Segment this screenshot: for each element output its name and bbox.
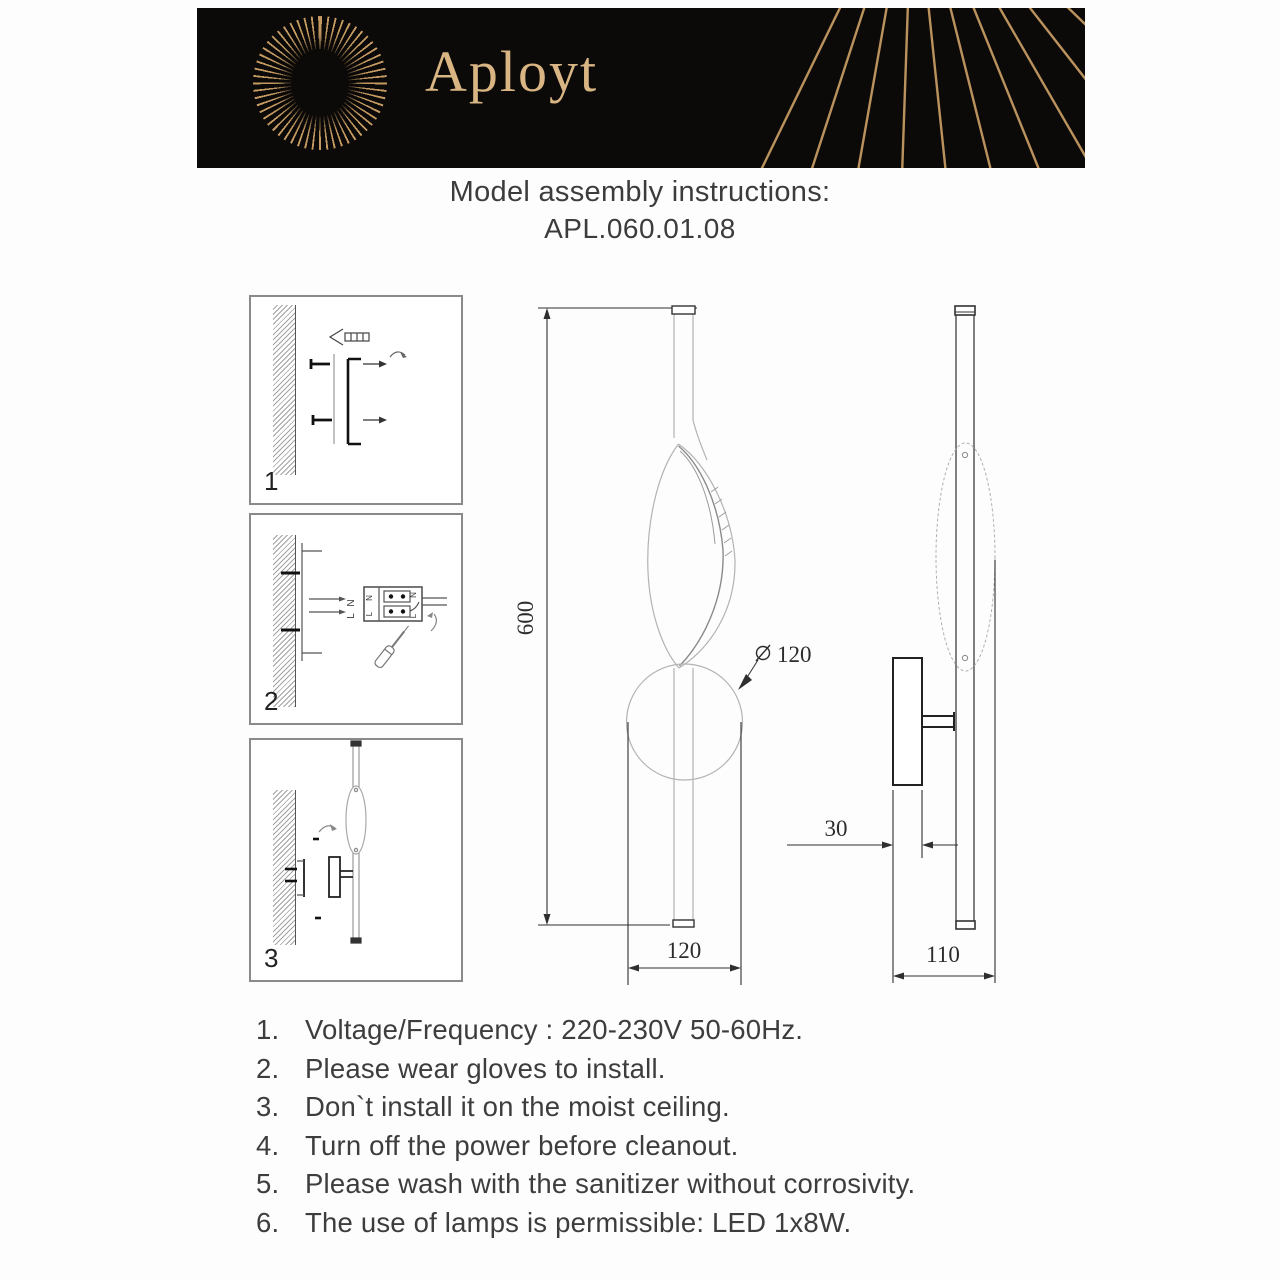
step-1-box — [249, 295, 463, 505]
height-dim-label: 600 — [513, 600, 538, 636]
diameter-symbol — [756, 645, 770, 661]
list-item — [256, 1093, 1086, 1121]
item-number: 1. — [256, 1014, 280, 1045]
front-view — [513, 306, 812, 985]
screw-icon — [311, 359, 332, 425]
list-item — [256, 1129, 1086, 1161]
list-item — [256, 1016, 1086, 1044]
item-number: 4. — [256, 1129, 280, 1161]
mounting-bracket — [348, 359, 361, 444]
tube-top-cap — [672, 306, 695, 314]
screwdriver-icon — [374, 623, 412, 669]
wall-bracket — [285, 859, 304, 897]
list-item — [256, 1170, 1086, 1198]
instructions-list — [256, 1016, 1086, 1247]
page-title: Model assembly instructions: — [449, 176, 831, 208]
item-text: Turn off the power before cleanout. — [305, 1129, 739, 1161]
header-banner — [197, 8, 1085, 168]
leaf-side-profile — [936, 443, 995, 671]
step-3-number: 3 — [264, 943, 279, 973]
terminal-label-l2: L — [409, 613, 418, 619]
screw-dot — [962, 452, 967, 457]
list-item — [256, 1206, 1086, 1238]
model-number: APL.060.01.08 — [544, 213, 736, 244]
terminal-label-n: N — [365, 595, 374, 601]
wire-label-l: L — [346, 613, 357, 619]
side-rod — [956, 315, 974, 921]
brand-logo-text: Aployt — [425, 39, 599, 104]
decorative-rays-icon — [655, 8, 1085, 168]
step-2-diagram — [251, 515, 461, 723]
step-3-box — [249, 738, 463, 982]
sunburst-logo-icon — [253, 16, 387, 150]
item-text: The use of lamps is permissible: LED 1x8W. — [305, 1206, 852, 1238]
height-dimension — [538, 308, 697, 925]
side-width-dim-label: 110 — [926, 942, 960, 967]
wires — [309, 597, 346, 615]
rod-bottom-cap — [956, 921, 975, 929]
leaf-diffuser — [648, 444, 735, 668]
step-2-box — [249, 513, 463, 725]
terminal-label-l: L — [365, 611, 374, 617]
step-3-diagram — [251, 740, 461, 980]
wall-bracket — [302, 543, 322, 661]
wall-plate — [893, 658, 922, 785]
step-2-number: 2 — [264, 686, 279, 716]
depth-dim-label: 30 — [824, 816, 848, 841]
item-text: Don`t install it on the moist ceiling. — [305, 1091, 730, 1122]
item-text: Voltage/Frequency : 220-230V 50-60Hz. — [305, 1014, 804, 1045]
front-width-dim-label: 120 — [666, 938, 702, 963]
title-block — [0, 174, 1280, 247]
lamp-tube — [674, 314, 707, 920]
side-view — [787, 306, 995, 983]
technical-drawing — [500, 290, 1060, 1000]
lamp-side — [329, 741, 366, 943]
item-text: Please wear gloves to install. — [305, 1052, 666, 1084]
tube-bottom-cap — [673, 920, 694, 927]
step-1-number: 1 — [264, 466, 279, 496]
rod-top-cap — [955, 306, 975, 315]
item-text: Please wash with the sanitizer without corrosivity. — [305, 1168, 916, 1199]
screw-icon — [281, 573, 300, 630]
sphere-diffuser — [627, 664, 743, 780]
diameter-dim-label: 120 — [777, 642, 812, 667]
diameter-callout — [738, 642, 812, 690]
wire-label-n: N — [346, 599, 357, 607]
list-item — [256, 1052, 1086, 1084]
anchor-plug-icon — [330, 329, 369, 345]
mounting-arm — [922, 712, 954, 731]
item-number: 6. — [256, 1206, 280, 1238]
screw-dot — [962, 655, 967, 660]
item-number: 2. — [256, 1052, 280, 1084]
direction-arrow-icon — [363, 364, 381, 420]
sunburst-core — [291, 49, 349, 117]
step-1-diagram — [251, 297, 461, 503]
terminal-label-n2: N — [409, 592, 418, 598]
item-number: 3. — [256, 1091, 280, 1122]
item-number: 5. — [256, 1168, 280, 1199]
